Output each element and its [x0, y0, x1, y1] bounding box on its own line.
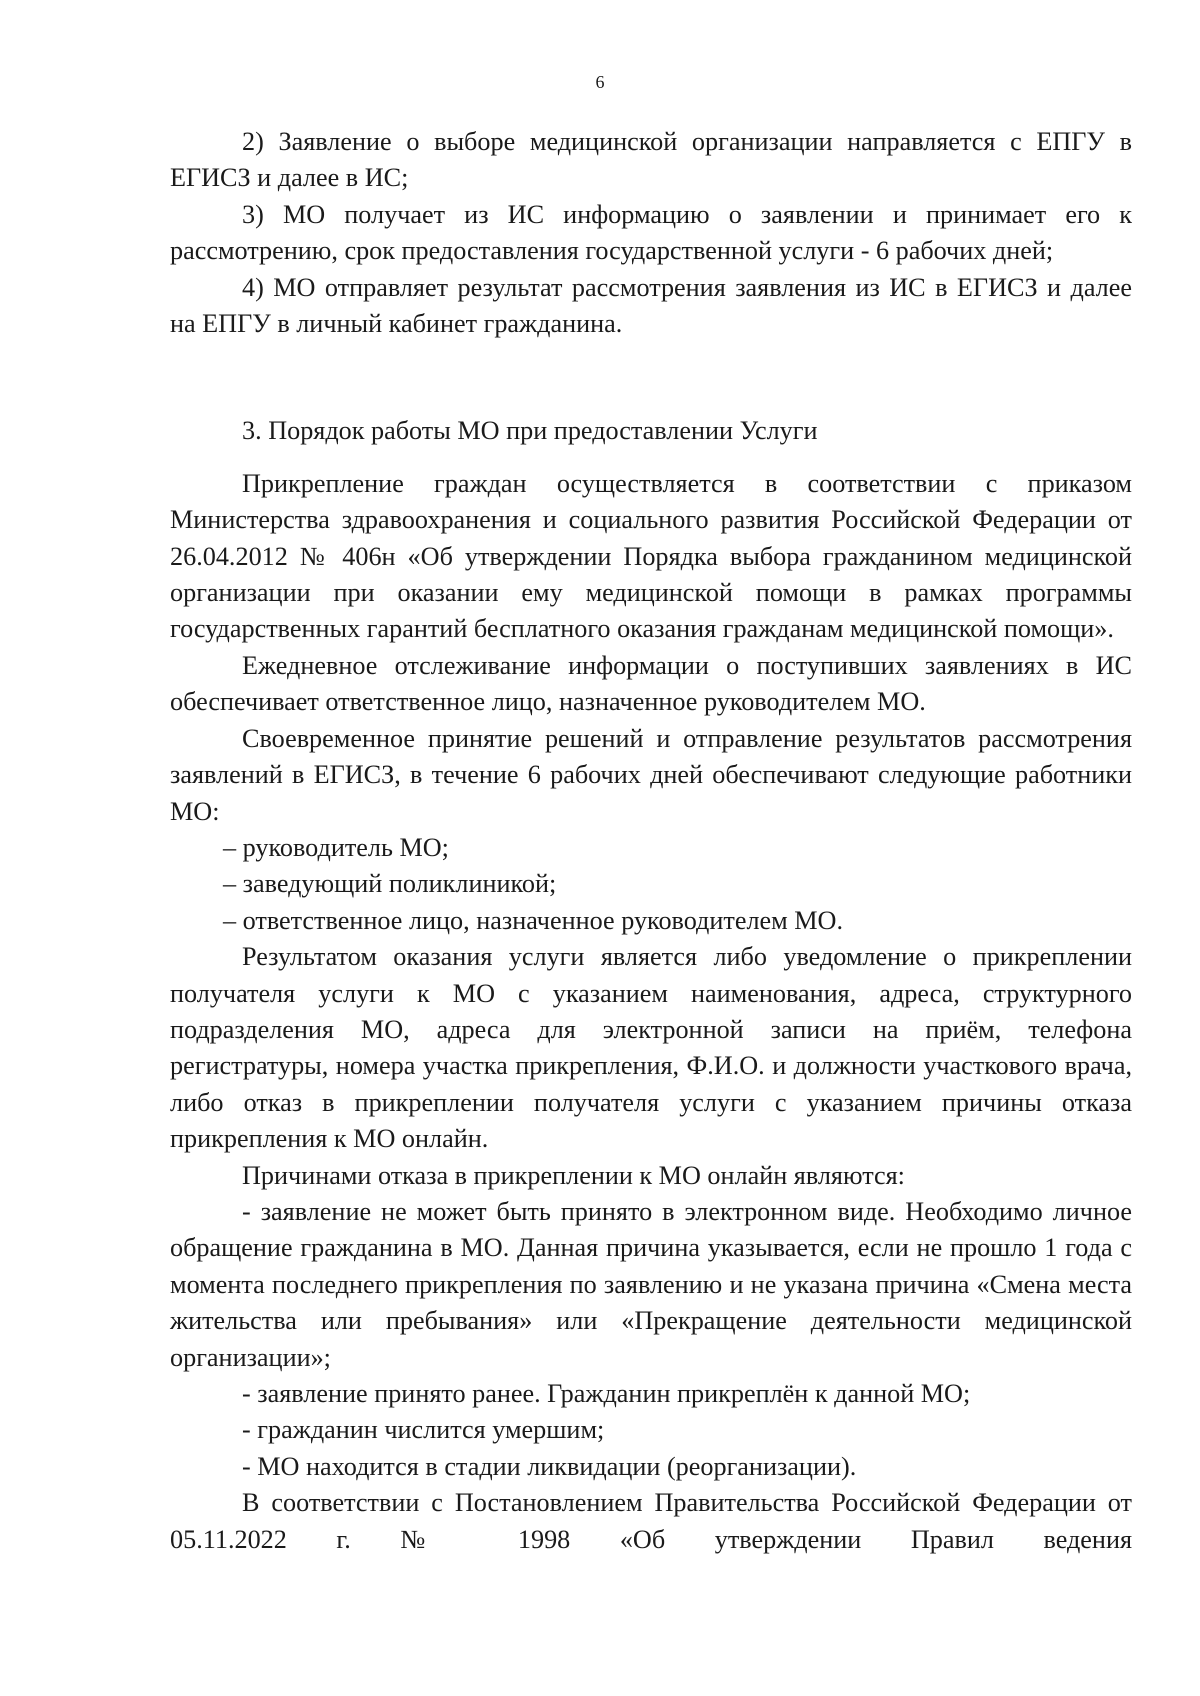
- paragraph-service-result: Результатом оказания услуги является либо уведомление о прикреплении получателя услуги к МО с указанием наименования, адреса, структурного подразделения МО, адреса для электронной записи на приём, телефона регистратуры, номера участка прикрепления, Ф.И.О. и должности участкового врача, либо отказ в прикреплении получателя услуги с указанием причины отказа прикрепления к МО онлайн.: [170, 942, 1132, 1154]
- list-item-step-3: 3) МО получает из ИС информацию о заявлении и принимает его к рассмотрению, срок предоставления государственной услуги - 6 рабочих дней;: [170, 199, 1132, 266]
- paragraph-government-decree: В соответствии с Постановлением Правительства Российской Федерации от 05.11.2022 г. № 1998 «Об утверждении Правил ведения: [170, 1488, 1132, 1554]
- page-number: 6: [595, 72, 605, 92]
- document-body: [170, 124, 1132, 1558]
- reason-item-2: - заявление принято ранее. Гражданин прикреплён к данной МО;: [242, 1379, 971, 1408]
- paragraph-refusal-reasons: Причинами отказа в прикреплении к МО онлайн являются:: [242, 1160, 905, 1190]
- reason-item-1: - заявление не может быть принято в электронном виде. Необходимо личное обращение гражданина в МО. Данная причина указывается, если не прошло 1 года с момента последнего прикрепления по заявлению и не указана причина «Смена места жительства или пребывания» или «Прекращение деятельности медицинской организации»;: [170, 1196, 1132, 1372]
- list-item-step-4: 4) МО отправляет результат рассмотрения заявления из ИС в ЕГИСЗ и далее на ЕПГУ в личный кабинет гражданина.: [170, 272, 1132, 339]
- dash-item-clinic-head: – заведующий поликлиникой;: [223, 869, 557, 899]
- reason-item-4: - МО находится в стадии ликвидации (реорганизации).: [242, 1451, 857, 1481]
- list-item-step-2: 2) Заявление о выборе медицинской организации направляется с ЕПГУ в ЕГИСЗ и далее в ИС;: [170, 127, 1132, 193]
- paragraph-daily-monitoring: Ежедневное отслеживание информации о поступивших заявлениях в ИС обеспечивает ответственное лицо, назначенное руководителем МО.: [170, 650, 1132, 717]
- dash-item-responsible: – ответственное лицо, назначенное руководителем МО.: [223, 905, 844, 935]
- paragraph-timely-decisions: Своевременное принятие решений и отправление результатов рассмотрения заявлений в ЕГИСЗ, в течение 6 рабочих дней обеспечивают следующие работники МО:: [170, 723, 1132, 826]
- paragraph-attachment-order: Прикрепление граждан осуществляется в соответствии с приказом Министерства здравоохранения и социального развития Российской Федерации от 26.04.2012 № 406н «Об утверждении Порядка выбора гражданином медицинской организации при оказании ему медицинской помощи в рамках программы государственных гарантий бесплатного оказания гражданам медицинской помощи».: [170, 468, 1132, 644]
- dash-item-head: – руководитель МО;: [223, 832, 449, 862]
- section-heading: 3. Порядок работы МО при предоставлении Услуги: [242, 416, 818, 446]
- reason-item-3: - гражданин числится умершим;: [242, 1415, 605, 1445]
